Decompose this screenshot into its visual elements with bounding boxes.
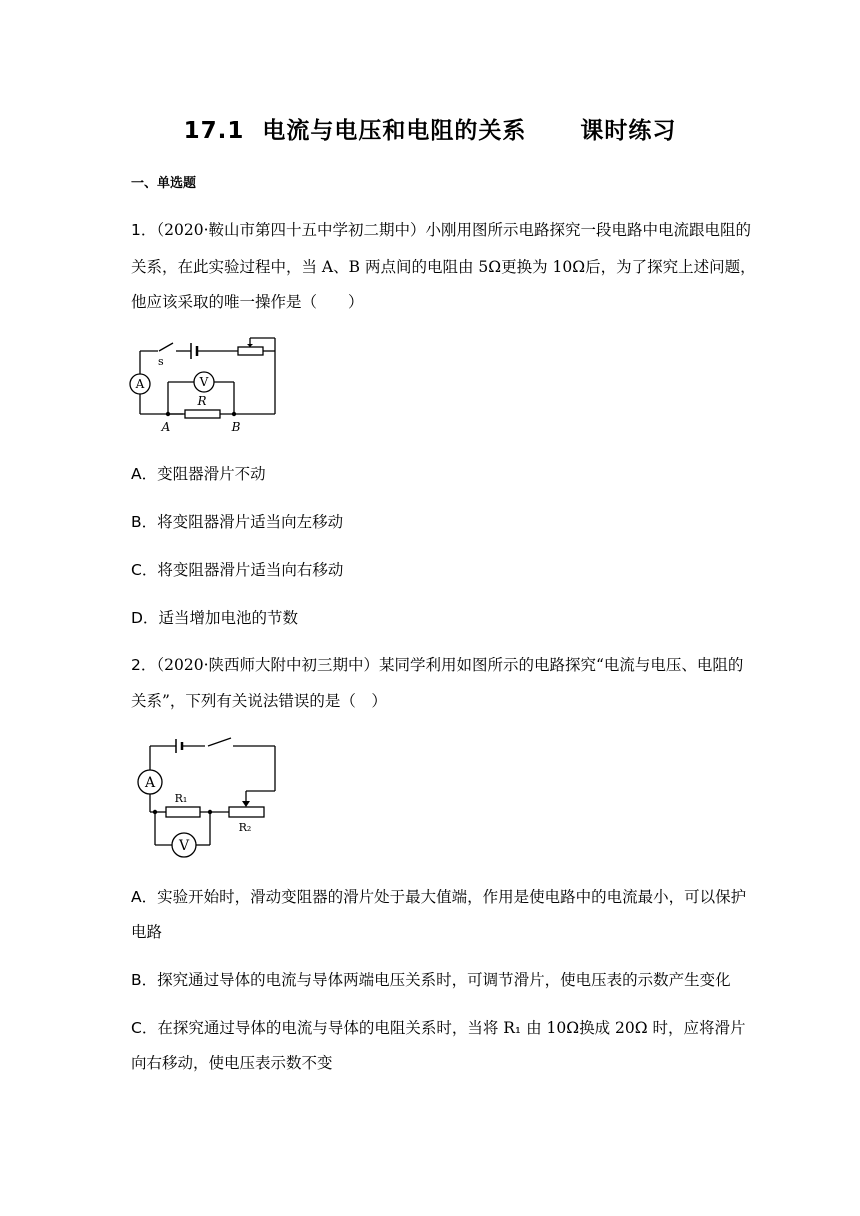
q2-text-2: 关系”，下列有关说法错误的是（ ） (131, 692, 387, 710)
q2-voltmeter-label: V (178, 838, 190, 854)
q1-point-b-label: B (231, 420, 241, 434)
q1-line-1 (131, 218, 751, 240)
q2-option-b: B．探究通过导体的电流与导体两端电压关系时，可调节滑片，使电压表的示数产生变化 (131, 971, 731, 989)
q2-option-c-cont: 向右移动，使电压表示数不变 (131, 1054, 333, 1072)
q1-text-2: 关系，在此实验过程中，当 A、B 两点间的电阻由 5Ω更换为 10Ω后，为了探究上述问题， (131, 258, 756, 276)
q2-slider-arrow-icon (242, 801, 250, 807)
q2-circuit-diagram (133, 736, 283, 861)
q2-r1-label: R₁ (174, 792, 188, 805)
q1-text-1: （2020·鞍山市第四十五中学初二期中）小刚用图所示电路探究一段电路中电流跟电阻的 (156, 221, 752, 239)
q2-option-a: A．实验开始时，滑动变阻器的滑片处于最大值端，作用是使电路中的电流最小，可以保护 (131, 888, 747, 906)
q2-number: 2． (131, 656, 157, 674)
section-heading: 一、单选题 (131, 176, 197, 191)
q2-line-1 (131, 653, 743, 675)
q1-voltmeter-label: V (199, 375, 209, 389)
q1-option-b: B．将变阻器滑片适当向左移动 (131, 513, 344, 531)
q1-option-d: D．适当增加电池的节数 (131, 609, 298, 627)
q2-option-c: C．在探究通过导体的电流与导体的电阻关系时，当将 R₁ 由 10Ω换成 20Ω 时，应将滑片 (131, 1019, 746, 1037)
q2-option-a-cont: 电路 (131, 923, 163, 941)
q1-point-a-label: A (161, 420, 171, 434)
q1-circuit-diagram (128, 333, 283, 438)
q1-ammeter-label: A (135, 377, 145, 391)
q2-text-1: （2020·陕西师大附中初三期中）某同学利用如图所示的电路探究“电流与电压、电阻的 (156, 656, 744, 674)
q1-number: 1． (131, 221, 157, 239)
q1-option-c: C．将变阻器滑片适当向右移动 (131, 561, 344, 579)
page-title: 17.1 电流与电压和电阻的关系 课时练习 (183, 118, 677, 144)
q2-r2-label: R₂ (238, 821, 252, 834)
q1-text-3: 他应该采取的唯一操作是（ ） (131, 293, 364, 311)
q1-resistor-label: R (197, 394, 207, 408)
q2-ammeter-label: A (144, 775, 156, 791)
q1-switch-label: s (158, 355, 164, 368)
q1-option-a: A．变阻器滑片不动 (131, 465, 266, 483)
